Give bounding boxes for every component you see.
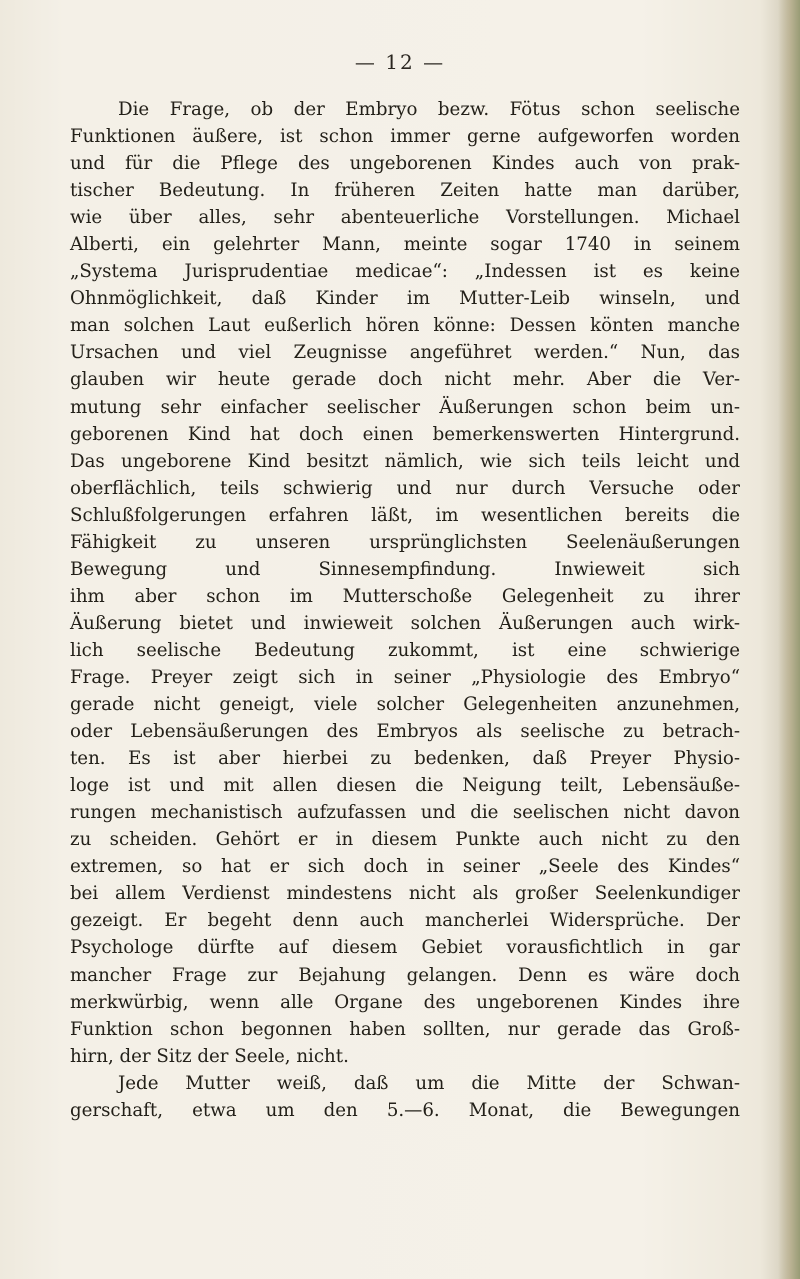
- text-line: gerschaft, etwa um den 5.—6. Monat, die Bewegungen: [70, 1099, 740, 1121]
- text-line: Fähigkeit zu unseren ursprünglichsten Seelenäußerungen: [70, 531, 740, 553]
- text-line: gezeigt. Er begeht denn auch mancherlei Widersprüche. Der: [70, 910, 740, 932]
- text-line: geborenen Kind hat doch einen bemerkenswerten Hintergrund.: [70, 423, 740, 445]
- text-line: tischer Bedeutung. In früheren Zeiten hatte man darüber,: [70, 180, 740, 202]
- text-line: Äußerung bietet und inwieweit solchen Äußerungen auch wirk-: [70, 612, 740, 634]
- page-edge-shadow: [778, 0, 800, 1279]
- text-line: Funktion schon begonnen haben sollten, nur gerade das Groß-: [70, 1018, 740, 1040]
- text-line: Schlußfolgerungen erfahren läßt, im wesentlichen bereits die: [70, 504, 740, 526]
- text-line: hirn, der Sitz der Seele, nicht.: [70, 1045, 349, 1067]
- text-line: Jede Mutter weiß, daß um die Mitte der Schwan-: [118, 1072, 740, 1094]
- text-line: Ursachen und viel Zeugnisse angeführet werden.“ Nun, das: [70, 342, 740, 364]
- text-line: gerade nicht geneigt, viele solcher Gelegenheiten anzunehmen,: [70, 694, 740, 716]
- text-line: bei allem Verdienst mindestens nicht als großer Seelenkundiger: [70, 883, 740, 905]
- text-line: Ohnmöglichkeit, daß Kinder im Mutter-Leib winseln, und: [70, 288, 740, 310]
- text-line: ten. Es ist aber hierbei zu bedenken, daß Preyer Physio-: [70, 748, 740, 770]
- text-line: rungen mechanistisch aufzufassen und die seelischen nicht davon: [70, 802, 740, 824]
- body-text: [70, 96, 740, 1124]
- page-number: — 12 —: [354, 50, 446, 74]
- text-line: mancher Frage zur Bejahung gelangen. Denn es wäre doch: [70, 964, 740, 986]
- text-line: man solchen Laut eußerlich hören könne: Dessen könten manche: [70, 315, 740, 337]
- text-line: loge ist und mit allen diesen die Neigung teilt, Lebensäuße-: [70, 775, 740, 797]
- text-line: mutung sehr einfacher seelischer Äußerungen schon beim un-: [70, 396, 740, 418]
- text-line: glauben wir heute gerade doch nicht mehr. Aber die Ver-: [70, 369, 740, 391]
- text-line: „Systema Jurisprudentiae medicae“: „Indessen ist es keine: [70, 261, 740, 283]
- text-line: Funktionen äußere, ist schon immer gerne aufgeworfen worden: [70, 126, 740, 148]
- text-line: Psychologe dürfte auf diesem Gebiet vorausfichtlich in gar: [70, 937, 740, 959]
- text-line: Die Frage, ob der Embryo bezw. Fötus schon seelische: [118, 99, 740, 120]
- text-line: oberflächlich, teils schwierig und nur durch Versuche oder: [70, 477, 740, 499]
- text-line: wie über alles, sehr abenteuerliche Vorstellungen. Michael: [70, 207, 740, 229]
- text-line: ihm aber schon im Mutterschoße Gelegenheit zu ihrer: [70, 585, 740, 607]
- text-line: extremen, so hat er sich doch in seiner „Seele des Kindes“: [70, 856, 740, 878]
- text-line: Alberti, ein gelehrter Mann, meinte sogar 1740 in seinem: [70, 234, 740, 256]
- text-line: Frage. Preyer zeigt sich in seiner „Physiologie des Embryo“: [70, 666, 740, 688]
- text-line: oder Lebensäußerungen des Embryos als seelische zu betrach-: [70, 721, 740, 743]
- text-line: Bewegung und Sinnesempfindung. Inwieweit sich: [70, 558, 740, 580]
- text-line: merkwürbig, wenn alle Organe des ungeborenen Kindes ihre: [70, 991, 740, 1013]
- text-line: Das ungeborene Kind besitzt nämlich, wie sich teils leicht und: [70, 450, 740, 472]
- text-line: lich seelische Bedeutung zukommt, ist eine schwierige: [70, 639, 740, 661]
- text-line: zu scheiden. Gehört er in diesem Punkte auch nicht zu den: [70, 829, 740, 851]
- text-line: und für die Pflege des ungeborenen Kindes auch von prak-: [70, 153, 740, 175]
